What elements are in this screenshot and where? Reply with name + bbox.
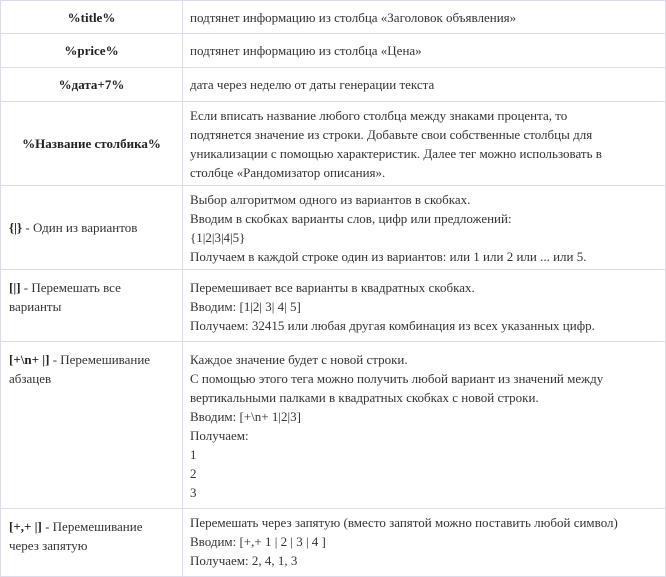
- table-row: [0, 342, 666, 509]
- tag-text: [68, 8, 116, 27]
- tag-label: - Перемешивание абзацев: [9, 352, 151, 386]
- tag-cell: [0, 34, 183, 67]
- tag-text: [59, 75, 125, 94]
- description-cell: [183, 270, 665, 341]
- description-line: 1: [190, 447, 197, 462]
- table-row: [0, 34, 666, 68]
- tag-cell: [0, 68, 183, 101]
- description-line: Получаем:: [190, 428, 249, 443]
- tag-text: [64, 41, 118, 60]
- description-line: подтянет информацию из столбца «Цена»: [190, 43, 422, 58]
- description-line: Перемешать через запятую (вместо запятой можно поставить любой символ): [190, 515, 618, 530]
- tag-name: %Название столбика%: [22, 136, 161, 151]
- tag-label: - Перемешать все варианты: [9, 280, 121, 314]
- description-line: уникализации с помощью характеристик. Далее тег можно использовать в: [190, 145, 602, 161]
- description-line: Выбор алгоритмом одного из вариантов в скобках.: [190, 191, 471, 207]
- description-line: 3: [190, 485, 197, 500]
- table-row: [0, 0, 666, 34]
- description-line: Получаем: 2, 4, 1, 3: [190, 553, 298, 568]
- tag-text: [9, 218, 137, 237]
- tag-cell: [0, 509, 183, 576]
- description-line: Если вписать название любого столбца между знаками процента, то: [190, 107, 568, 123]
- table-row: [0, 186, 666, 270]
- description-cell: [183, 1, 665, 33]
- tag-text: [9, 350, 174, 388]
- description-line: Вводим: [1|2| 3| 4| 5]: [190, 299, 301, 314]
- description-cell: [183, 186, 665, 269]
- tag-cell: [0, 1, 183, 33]
- description-cell: [183, 509, 665, 576]
- tag-name: %дата+7%: [58, 77, 125, 92]
- tag-name: [+\n+ |]: [9, 352, 50, 367]
- tag-text: [9, 278, 174, 316]
- description-line: Получаем: 32415 или любая другая комбинация из всех указанных цифр.: [190, 318, 595, 333]
- description-line: подтянется значение из строки. Добавьте свои собственные столбцы для: [190, 126, 593, 142]
- description-line: вертикальными палками в квадратных скобках с новой строки.: [190, 390, 539, 405]
- tag-cell: [0, 342, 183, 508]
- tag-cell: [0, 102, 183, 185]
- description-line: Перемешивает все варианты в квадратных скобках.: [190, 280, 475, 295]
- tag-name: {|}: [9, 220, 23, 235]
- description-line: {1|2|3|4|5}: [190, 229, 246, 245]
- tag-cell: [0, 270, 183, 341]
- tag-name: %title%: [67, 9, 116, 25]
- description-cell: [183, 102, 665, 185]
- description-line: столбце «Рандомизатор описания».: [190, 164, 386, 180]
- tag-name: %price%: [64, 43, 119, 58]
- description-line: Вводим: [+\n+ 1|2|3]: [190, 409, 301, 424]
- description-cell: [183, 34, 665, 67]
- description-cell: [183, 68, 665, 101]
- description-line: С помощью этого тега можно получить любой вариант из значений между: [190, 371, 604, 386]
- description-cell: [183, 342, 665, 508]
- tag-text: [9, 517, 174, 555]
- description-line: подтянет информацию из столбца «Заголовок объявления»: [190, 9, 517, 25]
- table-row: [0, 509, 666, 577]
- tag-label: - Перемешивание через запятую: [9, 519, 143, 553]
- tag-name: [|]: [9, 280, 21, 295]
- tag-label: - Один из вариантов: [22, 220, 138, 235]
- description-line: Вводим: [+,+ 1 | 2 | 3 | 4 ]: [190, 534, 326, 549]
- table-row: [0, 68, 666, 102]
- description-line: Вводим в скобках варианты слов, цифр или предложений:: [190, 210, 512, 226]
- description-line: 2: [190, 466, 197, 481]
- tag-text: [22, 134, 161, 153]
- tag-cell: [0, 186, 183, 269]
- description-line: Каждое значение будет с новой строки.: [190, 352, 408, 367]
- description-line: дата через неделю от даты генерации текста: [190, 77, 435, 92]
- description-line: Получаем в каждой строке один из вариантов: или 1 или 2 или ... или 5.: [190, 248, 587, 264]
- table-row: [0, 102, 666, 186]
- tag-name: [+,+ |]: [9, 519, 42, 534]
- table-row: [0, 270, 666, 342]
